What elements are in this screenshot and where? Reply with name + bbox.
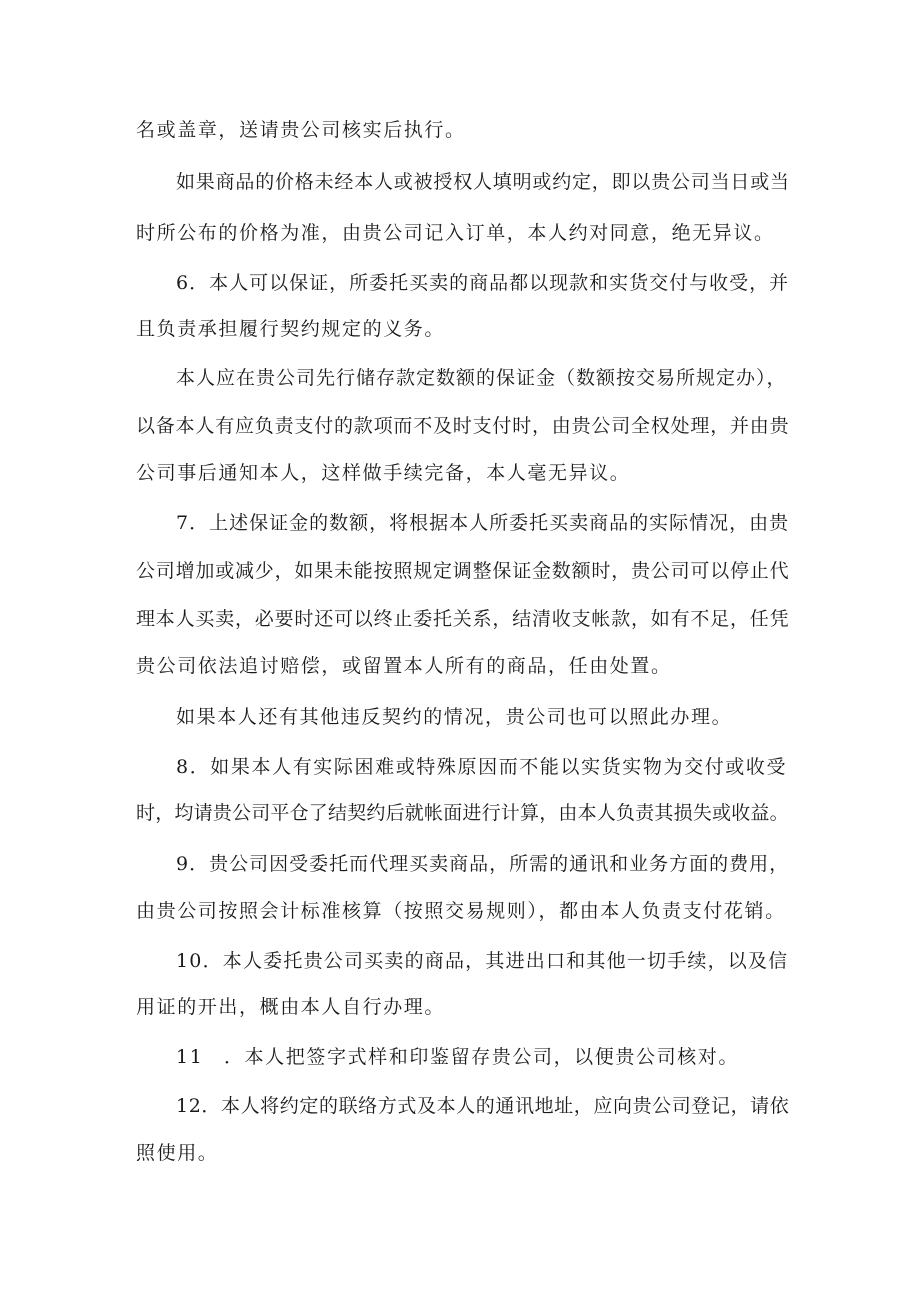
paragraph-line: 本人应在贵公司先行储存款定数额的保证金（数额按交易所规定办）， [176,367,787,389]
paragraph-line: 6．本人可以保证，所委托买卖的商品都以现款和实货交付与收受，并 [176,272,790,294]
paragraph-line: 公司事后通知本人，这样做手续完备，本人毫无异议。 [136,462,631,484]
paragraph-line: 10．本人委托贵公司买卖的商品，其进出口和其他一切手续，以及信 [176,950,789,972]
paragraph-line: 贵公司依法追讨赔偿，或留置本人所有的商品，任由处置。 [136,655,672,677]
paragraph-line: 11 ．本人把签字式样和印鉴留存贵公司，以便贵公司核对。 [176,1046,739,1068]
paragraph-line: 照使用。 [136,1142,219,1164]
paragraph-line: 用证的开出，概由本人自行办理。 [136,996,446,1018]
paragraph-line: 公司增加或减少，如果未能按照规定调整保证金数额时，贵公司可以停止代 [136,560,790,582]
paragraph-line: 时所公布的价格为准，由贵公司记入订单，本人约对同意，绝无异议。 [136,222,775,244]
paragraph-line: 如果本人还有其他违反契约的情况，贵公司也可以照此办理。 [176,706,733,728]
paragraph-line: 由贵公司按照会计标准核算（按照交易规则），都由本人负责支付花销。 [136,900,786,922]
paragraph-line: 9．贵公司因受委托而代理买卖商品，所需的通讯和业务方面的费用， [176,853,790,875]
paragraph-line: 12．本人将约定的联络方式及本人的通讯地址，应向贵公司登记，请依 [176,1095,790,1117]
paragraph-line: 名或盖章，送请贵公司核实后执行。 [136,119,466,141]
paragraph-line: 如果商品的价格未经本人或被授权人填明或约定，即以贵公司当日或当 [176,171,790,193]
paragraph-line: 7．上述保证金的数额，将根据本人所委托买卖商品的实际情况，由贵 [176,512,790,534]
paragraph-line: 8．如果本人有实际困难或特殊原因而不能以实货实物为交付或收受 [176,756,788,778]
paragraph-line: 以备本人有应负责支付的款项而不及时支付时，由贵公司全权处理，并由贵 [136,415,790,437]
paragraph-line: 且负责承担履行契约规定的义务。 [136,318,446,340]
paragraph-line: 理本人买卖，必要时还可以终止委托关系，结清收支帐款，如有不足，任凭 [136,608,790,630]
paragraph-line: 时，均请贵公司平仓了结契约后就帐面进行计算，由本人负责其损失或收益。 [136,802,789,824]
